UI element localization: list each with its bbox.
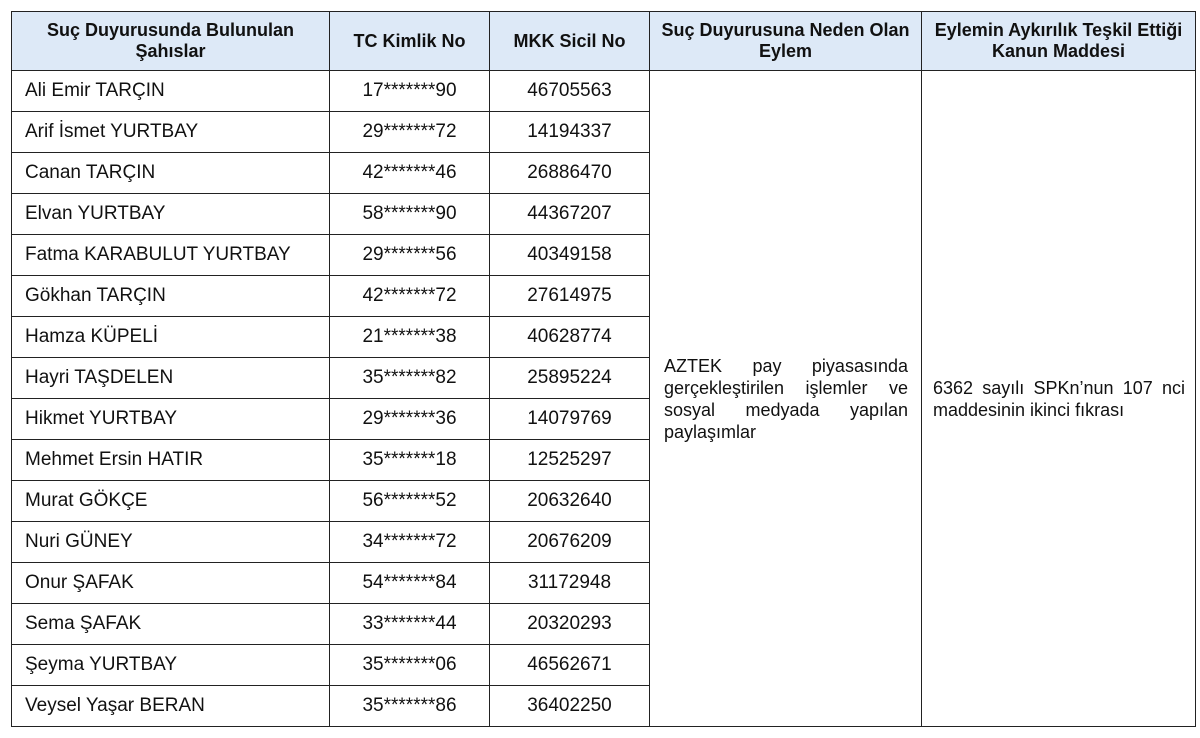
- tc-kimlik-no-cell: 33*******44: [330, 604, 490, 645]
- header-tc-kimlik-no: TC Kimlik No: [330, 12, 490, 71]
- person-name-cell: Canan TARÇIN: [12, 153, 330, 194]
- person-name-cell: Sema ŞAFAK: [12, 604, 330, 645]
- tc-kimlik-no-cell: 35*******82: [330, 358, 490, 399]
- tc-kimlik-no-cell: 35*******18: [330, 440, 490, 481]
- mkk-sicil-no-cell: 44367207: [490, 194, 650, 235]
- person-name-cell: Mehmet Ersin HATIR: [12, 440, 330, 481]
- person-name-cell: Arif İsmet YURTBAY: [12, 112, 330, 153]
- table-body: [12, 71, 1196, 727]
- person-name-cell: Gökhan TARÇIN: [12, 276, 330, 317]
- person-name-cell: Hikmet YURTBAY: [12, 399, 330, 440]
- law-article-cell: [922, 71, 1196, 727]
- header-action: Suç Duyurusuna Neden Olan Eylem: [650, 12, 922, 71]
- tc-kimlik-no-cell: 42*******46: [330, 153, 490, 194]
- tc-kimlik-no-cell: 35*******06: [330, 645, 490, 686]
- person-name-cell: Hamza KÜPELİ: [12, 317, 330, 358]
- person-name-cell: Şeyma YURTBAY: [12, 645, 330, 686]
- tc-kimlik-no-cell: 29*******56: [330, 235, 490, 276]
- header-law-article: Eylemin Aykırılık Teşkil Ettiği Kanun Maddesi: [922, 12, 1196, 71]
- mkk-sicil-no-cell: 14194337: [490, 112, 650, 153]
- header-persons: Suç Duyurusunda Bulunulan Şahıslar: [12, 12, 330, 71]
- mkk-sicil-no-cell: 40349158: [490, 235, 650, 276]
- person-name-cell: Murat GÖKÇE: [12, 481, 330, 522]
- tc-kimlik-no-cell: 29*******72: [330, 112, 490, 153]
- person-name-cell: Fatma KARABULUT YURTBAY: [12, 235, 330, 276]
- tc-kimlik-no-cell: 35*******86: [330, 686, 490, 727]
- header-mkk-sicil-no: MKK Sicil No: [490, 12, 650, 71]
- mkk-sicil-no-cell: 12525297: [490, 440, 650, 481]
- mkk-sicil-no-cell: 31172948: [490, 563, 650, 604]
- mkk-sicil-no-cell: 40628774: [490, 317, 650, 358]
- person-name-cell: Nuri GÜNEY: [12, 522, 330, 563]
- mkk-sicil-no-cell: 36402250: [490, 686, 650, 727]
- tc-kimlik-no-cell: 56*******52: [330, 481, 490, 522]
- tc-kimlik-no-cell: 29*******36: [330, 399, 490, 440]
- mkk-sicil-no-cell: 25895224: [490, 358, 650, 399]
- person-name-cell: Hayri TAŞDELEN: [12, 358, 330, 399]
- mkk-sicil-no-cell: 14079769: [490, 399, 650, 440]
- table-row: [12, 71, 1196, 112]
- header-row: [12, 12, 1196, 71]
- mkk-sicil-no-cell: 20320293: [490, 604, 650, 645]
- person-name-cell: Onur ŞAFAK: [12, 563, 330, 604]
- tc-kimlik-no-cell: 42*******72: [330, 276, 490, 317]
- mkk-sicil-no-cell: 46705563: [490, 71, 650, 112]
- law-article-text: 6362 sayılı SPKn’nun 107 nci maddesinin ikinci fıkrası: [933, 377, 1185, 420]
- tc-kimlik-no-cell: 21*******38: [330, 317, 490, 358]
- mkk-sicil-no-cell: 20676209: [490, 522, 650, 563]
- action-text: AZTEK pay piyasasında gerçekleştirilen işlemler ve sosyal medyada yapılan paylaşımlar: [664, 355, 908, 442]
- mkk-sicil-no-cell: 46562671: [490, 645, 650, 686]
- tc-kimlik-no-cell: 58*******90: [330, 194, 490, 235]
- tc-kimlik-no-cell: 34*******72: [330, 522, 490, 563]
- tc-kimlik-no-cell: 54*******84: [330, 563, 490, 604]
- mkk-sicil-no-cell: 26886470: [490, 153, 650, 194]
- mkk-sicil-no-cell: 20632640: [490, 481, 650, 522]
- tc-kimlik-no-cell: 17*******90: [330, 71, 490, 112]
- mkk-sicil-no-cell: 27614975: [490, 276, 650, 317]
- persons-table: [11, 11, 1196, 727]
- person-name-cell: Ali Emir TARÇIN: [12, 71, 330, 112]
- action-cell: [650, 71, 922, 727]
- person-name-cell: Elvan YURTBAY: [12, 194, 330, 235]
- person-name-cell: Veysel Yaşar BERAN: [12, 686, 330, 727]
